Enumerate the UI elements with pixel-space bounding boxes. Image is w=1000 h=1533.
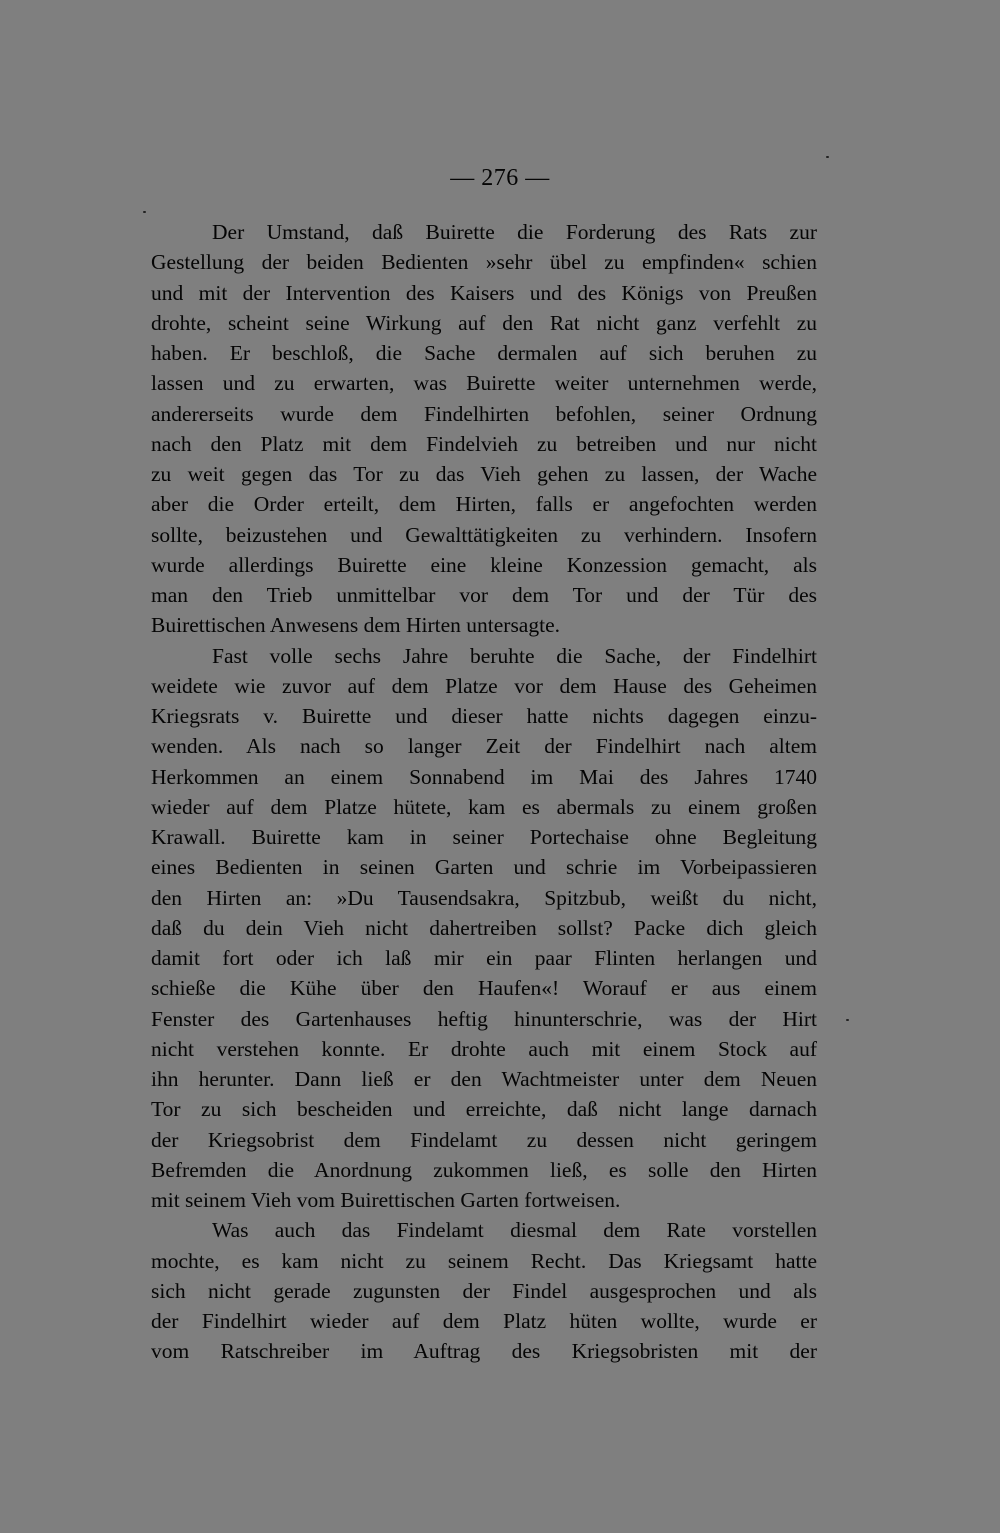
text-line: man den Trieb unmittelbar vor dem Tor und der Tür des — [151, 583, 817, 607]
text-line: aber die Order erteilt, dem Hirten, falls er angefochten werden — [151, 492, 817, 517]
text-line: haben. Er beschloß, die Sache dermalen auf sich beruhen zu — [151, 341, 817, 365]
text-line: Der Umstand, daß Buirette die Forderung des Rats zur — [212, 220, 817, 244]
scan-speck — [143, 211, 146, 213]
text-line: drohte, scheint seine Wirkung auf den Rat nicht ganz verfehlt zu — [151, 310, 817, 335]
text-line: Gestellung der beiden Bedienten »sehr übel zu empfinden« schien — [151, 250, 817, 275]
text-line: Fenster des Gartenhauses heftig hinunterschrie, was der Hirt — [151, 1006, 817, 1031]
page-number: — 276 — — [450, 165, 550, 191]
text-line: schieße die Kühe über den Haufen«! Worauf er aus einem — [151, 976, 817, 1001]
scan-speck — [826, 156, 829, 158]
text-line: wieder auf dem Platze hütete, kam es abermals zu einem großen — [151, 794, 817, 819]
text-line: lassen und zu erwarten, was Buirette weiter unternehmen werde, — [151, 371, 817, 396]
text-line: Was auch das Findelamt diesmal dem Rate vorstellen — [212, 1218, 817, 1243]
text-line: Krawall. Buirette kam in seiner Portechaise ohne Begleitung — [151, 825, 817, 849]
text-line: sollte, beizustehen und Gewalttätigkeiten zu verhindern. Insofern — [151, 522, 817, 547]
text-line: wurde allerdings Buirette eine kleine Konzession gemacht, als — [151, 552, 817, 577]
scan-speck — [846, 1019, 849, 1021]
text-line: der Findelhirt wieder auf dem Platz hüten wollte, wurde er — [151, 1309, 817, 1333]
text-line: Fast volle sechs Jahre beruhte die Sache, der Findelhirt — [212, 643, 817, 668]
text-line: daß du dein Vieh nicht dahertreiben sollst? Packe dich gleich — [151, 915, 817, 940]
text-line: Tor zu sich bescheiden und erreichte, daß nicht lange darnach — [151, 1097, 817, 1122]
text-line: ihn herunter. Dann ließ er den Wachtmeister unter dem Neuen — [151, 1067, 817, 1091]
text-line: eines Bedienten in seinen Garten und schrie im Vorbeipassieren — [151, 855, 817, 880]
text-line: sich nicht gerade zugunsten der Findel ausgesprochen und als — [151, 1278, 817, 1303]
text-line: Befremden die Anordnung zukommen ließ, es solle den Hirten — [151, 1157, 817, 1182]
text-line: nicht verstehen konnte. Er drohte auch mit einem Stock auf — [151, 1036, 817, 1061]
text-line: mit seinem Vieh vom Buirettischen Garten fortweisen. — [151, 1188, 621, 1212]
text-line: Buirettischen Anwesens dem Hirten untersagte. — [151, 613, 560, 638]
text-line: den Hirten an: »Du Tausendsakra, Spitzbub, weißt du nicht, — [151, 885, 817, 910]
text-line: der Kriegsobrist dem Findelamt zu dessen nicht geringem — [151, 1127, 817, 1152]
body-text — [151, 217, 817, 1367]
text-line: mochte, es kam nicht zu seinem Recht. Das Kriegsamt hatte — [151, 1248, 817, 1273]
text-line: wenden. Als nach so langer Zeit der Findelhirt nach altem — [151, 734, 817, 759]
text-line: andererseits wurde dem Findelhirten befohlen, seiner Ordnung — [151, 401, 817, 426]
text-line: Kriegsrats v. Buirette und dieser hatte nichts dagegen einzu- — [151, 704, 817, 728]
text-line: vom Ratschreiber im Auftrag des Kriegsobristen mit der — [151, 1339, 817, 1364]
text-line: nach den Platz mit dem Findelvieh zu betreiben und nur nicht — [151, 431, 817, 456]
text-line: zu weit gegen das Tor zu das Vieh gehen zu lassen, der Wache — [151, 462, 817, 486]
text-line: damit fort oder ich laß mir ein paar Flinten herlangen und — [151, 946, 817, 970]
text-line: Herkommen an einem Sonnabend im Mai des Jahres 1740 — [151, 764, 817, 789]
text-line: weidete wie zuvor auf dem Platze vor dem Hause des Geheimen — [151, 673, 817, 698]
text-line: und mit der Intervention des Kaisers und des Königs von Preußen — [151, 280, 817, 305]
